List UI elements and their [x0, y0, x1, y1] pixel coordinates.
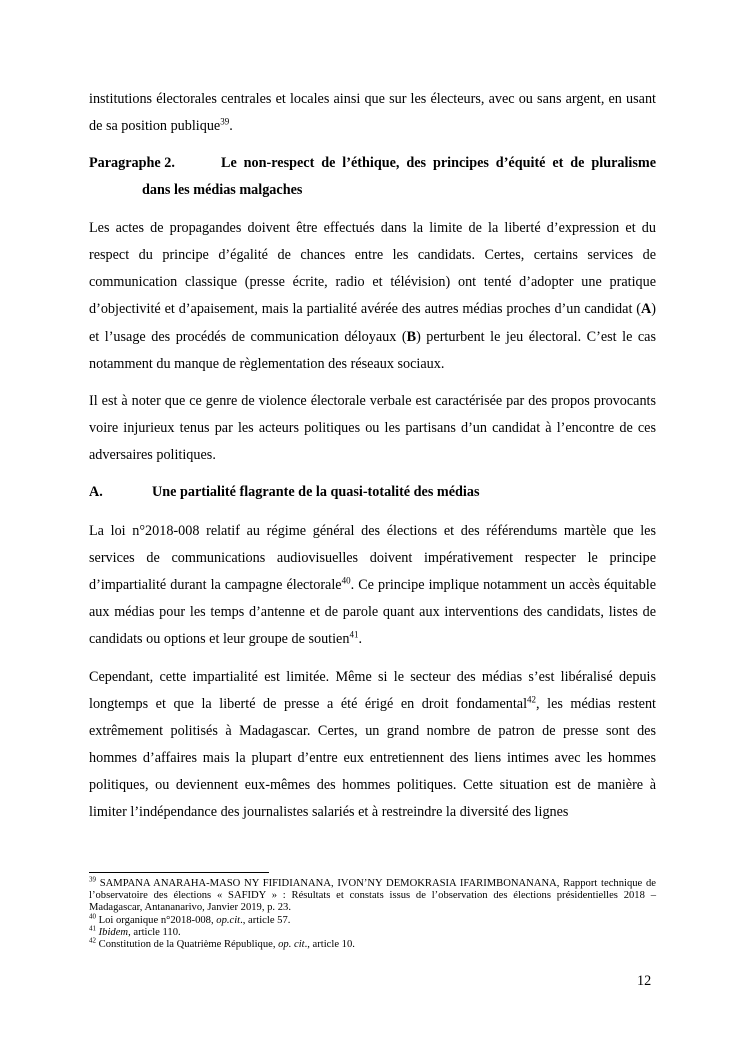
subheading-title: Une partialité flagrante de la quasi-totalité des médias [152, 484, 480, 501]
subheading-number: A. [89, 484, 103, 501]
bold-ref-a: A [641, 301, 652, 318]
subsection-heading-a [89, 479, 656, 506]
text: institutions électorales centrales et locales ainsi que sur les électeurs, avec ou sans argent, en usant de sa position publique [89, 91, 656, 135]
page-body [89, 86, 656, 836]
footnotes [89, 872, 656, 951]
heading-title-line2: dans les médias malgaches [142, 182, 303, 199]
paragraph-violence-verbale: Il est à noter que ce genre de violence électorale verbale est caractérisée par des propos provocants voire injurieux tenus par les acteurs politiques ou les partisans d’un candidat à l’encontre de ces adversaires politiques. [89, 392, 656, 463]
footnote-39: $^{39}$ SAMPANA ANARAHA-MASO NY FIFIDIANANA, IVON’NY DEMOKRASIA IFARIMBONANANA, Rapport technique de l’observatoire des élections « SAFIDY » : Résultats et constats issus de l’observation des élections présidentielles 2018 – Madagascar, Antananarivo, Janvier 2019, p. 23. [89, 875, 656, 914]
footnote-ref-40[interactable]: 40 [341, 575, 351, 586]
bold-ref-b: B [406, 328, 417, 345]
footnote-41: $^{41}$ Ibidem, article 110. [89, 924, 181, 938]
paragraph-continuation: institutions électorales centrales et locales ainsi que sur les électeurs, avec ou sans argent, en usant de sa position publique$^{39}$. [89, 91, 656, 135]
footnote-ref-39[interactable]: 39 [220, 116, 230, 127]
page-number: 12 [637, 973, 652, 989]
section-heading-paragraphe-2 [89, 150, 656, 204]
footnote-separator [89, 872, 269, 873]
footnote-ref-42[interactable]: 42 [527, 693, 537, 704]
footnote-40: $^{40}$ Loi organique n°2018-008, op.cit., article 57. [89, 912, 291, 926]
heading-number: Paragraphe 2. [89, 155, 175, 172]
footnote-42: $^{42}$ Constitution de la Quatrième République, op. cit., article 10. [89, 936, 355, 951]
paragraph-impartialite-limitee: Cependant, cette impartialité est limitée. Même si le secteur des médias s’est libéralisé depuis longtemps et que la liberté de presse a été érigé en droit fondamental$^{42}$, les médias restent extrêmement politisés à Madagascar. Certes, un grand nombre de patron de presse sont des hommes d’affaires mais la plupart d’entre eux entretiennent des liens intimes avec les hommes politiques, ou deviennent eux-mêmes des hommes politiques. Cette situation est de manière à limiter l’indépendance des journalistes salariés et à restreindre la diversité des lignes [89, 668, 656, 820]
paragraph-loi-2018-008: La loi n°2018-008 relatif au régime général des élections et des référendums martèle que les services de communications audiovisuelles doivent impérativement respecter le principe d’impartialité durant la campagne électorale$^{40}$. Ce principe implique notamment un accès équitable aux médias pour les temps d’antenne et de parole quant aux interventions des candidats, listes de candidats ou options et leur groupe de soutien$^{41}$. [89, 523, 656, 648]
heading-title-line1: Le non-respect de l’éthique, des principes d’équité et de pluralisme [221, 155, 656, 172]
footnote-ref-41[interactable]: 41 [349, 629, 359, 640]
paragraph-propagande: Les actes de propagandes doivent être effectués dans la limite de la liberté d’expression et du respect du principe d’égalité de chances entre les candidats. Certes, certains services de communication classique (presse écrite, radio et télévision) ont tenté d’adopter une pratique d’objectivité et d’apaisement, mais la partialité avérée des autres médias proches d’un candidat (A) et l’usage des procédés de communication déloyaux (B) perturbent le jeu électoral. C’est le cas notamment du manque de règlementation des réseaux sociaux. [89, 220, 657, 372]
